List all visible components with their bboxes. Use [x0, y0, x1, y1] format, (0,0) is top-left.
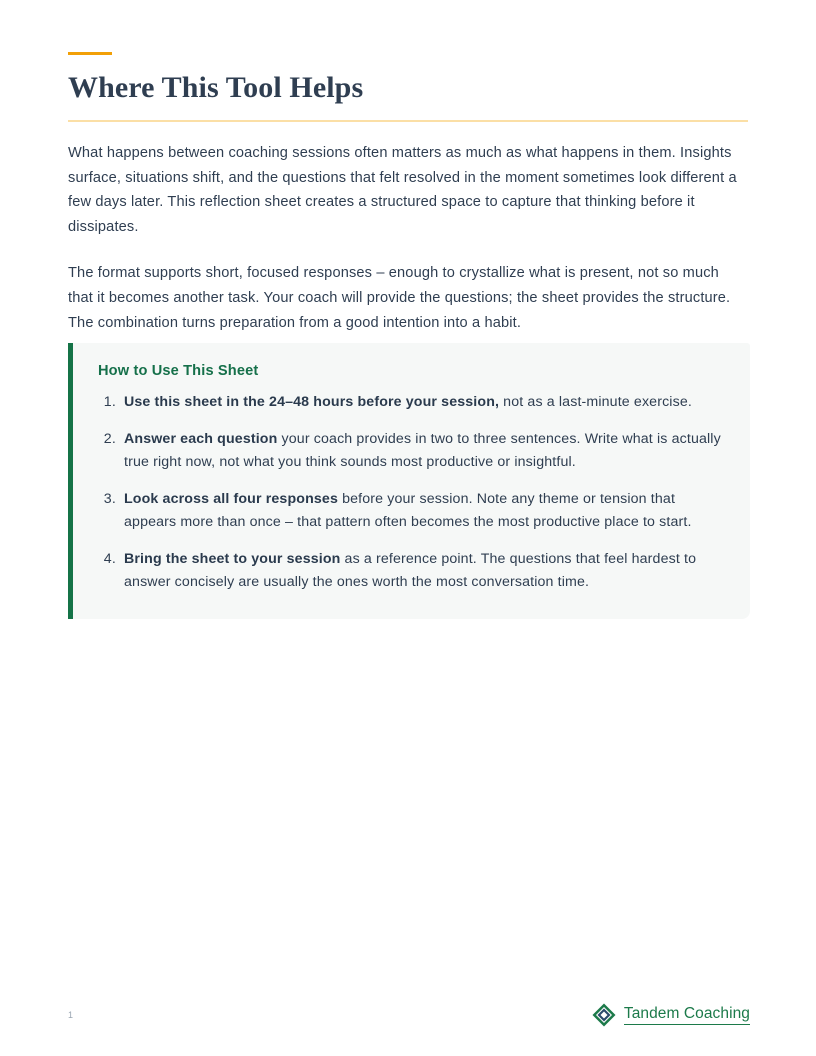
- how-to-use-callout: [68, 343, 750, 619]
- step-lead: Answer each question: [124, 430, 278, 447]
- list-item: [120, 488, 724, 535]
- accent-bar-icon: [68, 52, 112, 55]
- steps-list: [98, 391, 724, 595]
- step-lead: Use this sheet in the 24–48 hours before your session,: [124, 394, 500, 410]
- intro-paragraph-1: What happens between coaching sessions often matters as much as what happens in them. Insights surface, situations shift, and the questions that felt resolved in the moment sometimes look different a few days later. This reflection sheet creates a structured space to capture that thinking before it dissipates.: [68, 145, 737, 235]
- brand-name: Tandem Coaching: [624, 1005, 750, 1024]
- intro-section: [68, 141, 748, 357]
- list-item: [120, 428, 724, 475]
- page-header: [68, 52, 748, 122]
- callout-title: How to Use This Sheet: [98, 363, 259, 379]
- step-lead: Bring the sheet to your session: [124, 550, 341, 567]
- diamond-logo-icon: [592, 1003, 616, 1027]
- title-divider: [68, 120, 748, 122]
- page-title: Where This Tool Helps: [68, 71, 364, 104]
- step-rest: not as a last-minute exercise.: [499, 394, 692, 410]
- list-item: [120, 548, 724, 595]
- brand-logo: [592, 1003, 750, 1027]
- page-number: 1: [68, 1010, 74, 1020]
- step-rest: as a reference point. The questions that feel hardest to answer concisely are usually the ones worth the most conversation time.: [124, 550, 697, 590]
- step-lead: Look across all four responses: [124, 490, 338, 507]
- list-item: [120, 391, 724, 415]
- step-rest: before your session. Note any theme or tension that appears more than once – that pattern often becomes the most productive place to start.: [124, 490, 692, 530]
- intro-paragraph-2: The format supports short, focused responses – enough to crystallize what is present, not so much that it becomes another task. Your coach will provide the questions; the sheet provides the structure. The combination turns preparation from a good intention into a habit.: [68, 265, 731, 331]
- step-rest: your coach provides in two to three sentences. Write what is actually true right now, not what you think sounds most productive or insightful.: [124, 430, 721, 470]
